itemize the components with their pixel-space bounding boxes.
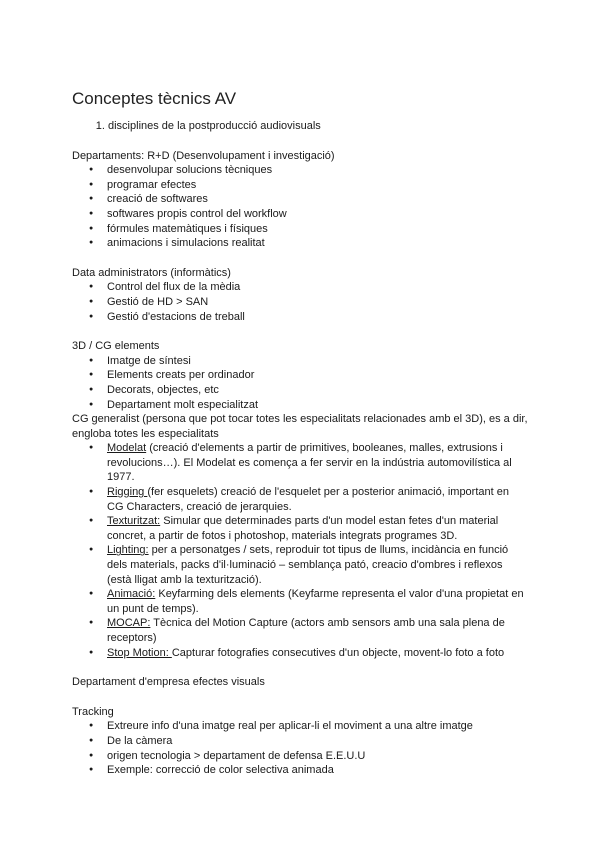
list-item: ● creació de softwares bbox=[107, 192, 528, 207]
list-item: ● Departament molt especialitzat bbox=[107, 398, 528, 413]
cg-specialties-list bbox=[72, 441, 528, 660]
data-admin-heading: Data administrators (informàtics) bbox=[72, 266, 231, 279]
specialty-text: (fer esquelets) creació de l'esquelet per a posterior animació, important en CG Characters, creació de jerarquies. bbox=[107, 486, 509, 513]
page-title: Conceptes tècnics AV bbox=[72, 89, 237, 108]
specialty-term: MOCAP: bbox=[107, 617, 151, 630]
list-item: ● Control del flux de la mèdia bbox=[107, 280, 528, 295]
specialty-item-lighting bbox=[107, 543, 528, 587]
specialty-text: per a personatges / sets, reproduir tot tipus de llums, incidància en funció dels materials, packs d'il·luminació – semblança pató, creacio d'ombres i reflexos (està lligat amb la texturització). bbox=[107, 544, 509, 586]
specialty-text: Keyfarming dels elements (Keyfarme representa el valor d'una propietat en un punt de temps). bbox=[107, 588, 524, 615]
list-item: ● programar efectes bbox=[107, 178, 528, 193]
list-item: ● fórmules matemàtiques i físiques bbox=[107, 222, 528, 237]
empresa-heading: Departament d'empresa efectes visuals bbox=[72, 676, 265, 689]
specialty-item-mocap bbox=[107, 616, 528, 645]
list-item: ● softwares propis control del workflow bbox=[107, 207, 528, 222]
specialty-text: Tècnica del Motion Capture (actors amb sensors amb una sala plena de receptors) bbox=[107, 617, 505, 644]
list-item: ● Gestió de HD > SAN bbox=[107, 295, 528, 310]
list-item: ● Elements creats per ordinador bbox=[107, 368, 528, 383]
list-item: ● Gestió d'estacions de treball bbox=[107, 310, 528, 325]
specialty-text: Capturar fotografies consecutives d'un objecte, movent-lo foto a foto bbox=[171, 646, 505, 659]
cg-list bbox=[72, 354, 528, 412]
specialty-item-rigging bbox=[107, 485, 528, 514]
departaments-list bbox=[72, 163, 528, 251]
cg-generalist-paragraph: CG generalist (persona que pot tocar totes les especialitats relacionades amb el 3D), es a dir, engloba totes les especialitats bbox=[72, 413, 528, 440]
specialty-term: Texturitzat: bbox=[107, 515, 161, 528]
list-item: ● animacions i simulacions realitat bbox=[107, 236, 528, 251]
specialty-term: Lighting: bbox=[107, 544, 149, 557]
departaments-heading: Departaments: R+D (Desenvolupament i investigació) bbox=[72, 149, 335, 162]
specialty-item-texturitzat bbox=[107, 514, 528, 543]
specialty-term: Modelat bbox=[107, 442, 147, 455]
specialty-item-stop-motion bbox=[107, 646, 528, 661]
tracking-heading: Tracking bbox=[72, 705, 114, 718]
numbered-list bbox=[72, 119, 528, 134]
specialty-item-modelat bbox=[107, 441, 528, 485]
document-page bbox=[72, 88, 528, 778]
specialty-item-animacio bbox=[107, 587, 528, 616]
list-item: ● Extreure info d'una imatge real per aplicar-li el moviment a una altre imatge bbox=[107, 719, 528, 734]
list-item: ● Decorats, objectes, etc bbox=[107, 383, 528, 398]
list-item: ● Exemple: correcció de color selectiva animada bbox=[107, 763, 528, 778]
specialty-term: Rigging bbox=[107, 486, 148, 499]
specialty-text: Simular que determinades parts d'un model estan fetes d'un material concret, a partir de fotos i photoshop, materials integrats programes 3D. bbox=[107, 515, 499, 542]
list-item: ● origen tecnologia > departament de defensa E.E.U.U bbox=[107, 749, 528, 764]
specialty-text: (creació d'elements a partir de primitives, booleanes, malles, extrusions i revolucions…). El Modelat es comença a fer servir en la indústria automovilística al 1977. bbox=[107, 442, 512, 484]
tracking-list bbox=[72, 719, 528, 777]
numbered-item: 1. disciplines de la postproducció audiovisuals bbox=[108, 119, 528, 134]
list-item: ● De la càmera bbox=[107, 734, 528, 749]
data-admin-list bbox=[72, 280, 528, 324]
cg-heading: 3D / CG elements bbox=[72, 340, 160, 353]
specialty-term: Stop Motion: bbox=[107, 646, 172, 659]
specialty-term: Animació: bbox=[107, 588, 156, 601]
list-item: ● desenvolupar solucions tècniques bbox=[107, 163, 528, 178]
list-item: ● Imatge de síntesi bbox=[107, 354, 528, 369]
